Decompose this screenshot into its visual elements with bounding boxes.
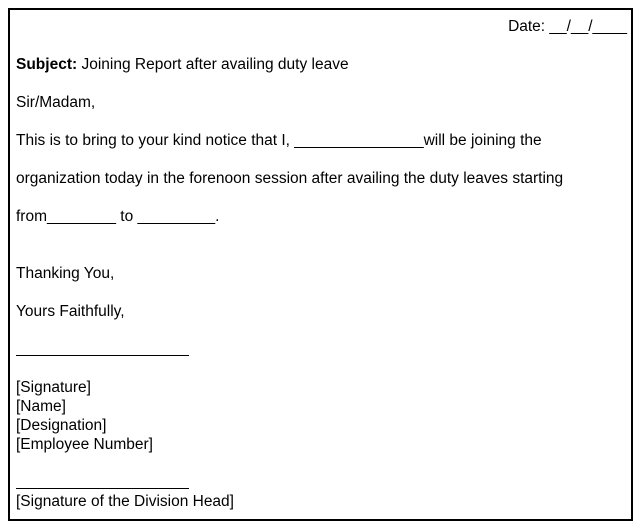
signature-rule (16, 355, 189, 356)
salutation: Sir/Madam, (16, 94, 96, 111)
body-line-1: This is to bring to your kind notice that I, _______________will be joining the (16, 132, 542, 149)
thanks-line: Thanking You, (16, 265, 115, 282)
division-head-rule (16, 488, 189, 489)
division-head-signature-placeholder: [Signature of the Division Head] (16, 493, 234, 510)
date-line: Date: __/__/____ (508, 18, 627, 35)
closing-line: Yours Faithfully, (16, 303, 125, 320)
signature-placeholder: [Signature] (16, 379, 91, 396)
name-placeholder: [Name] (16, 398, 66, 415)
subject-line (16, 56, 349, 74)
subject-text: Joining Report after availing duty leave (77, 56, 349, 73)
subject-label: Subject: (16, 56, 78, 73)
designation-placeholder: [Designation] (16, 417, 107, 434)
body-line-2: organization today in the forenoon session after availing the duty leaves starting (16, 170, 564, 187)
employee-number-placeholder: [Employee Number] (16, 436, 153, 453)
body-line-3: from________ to _________. (16, 208, 220, 225)
